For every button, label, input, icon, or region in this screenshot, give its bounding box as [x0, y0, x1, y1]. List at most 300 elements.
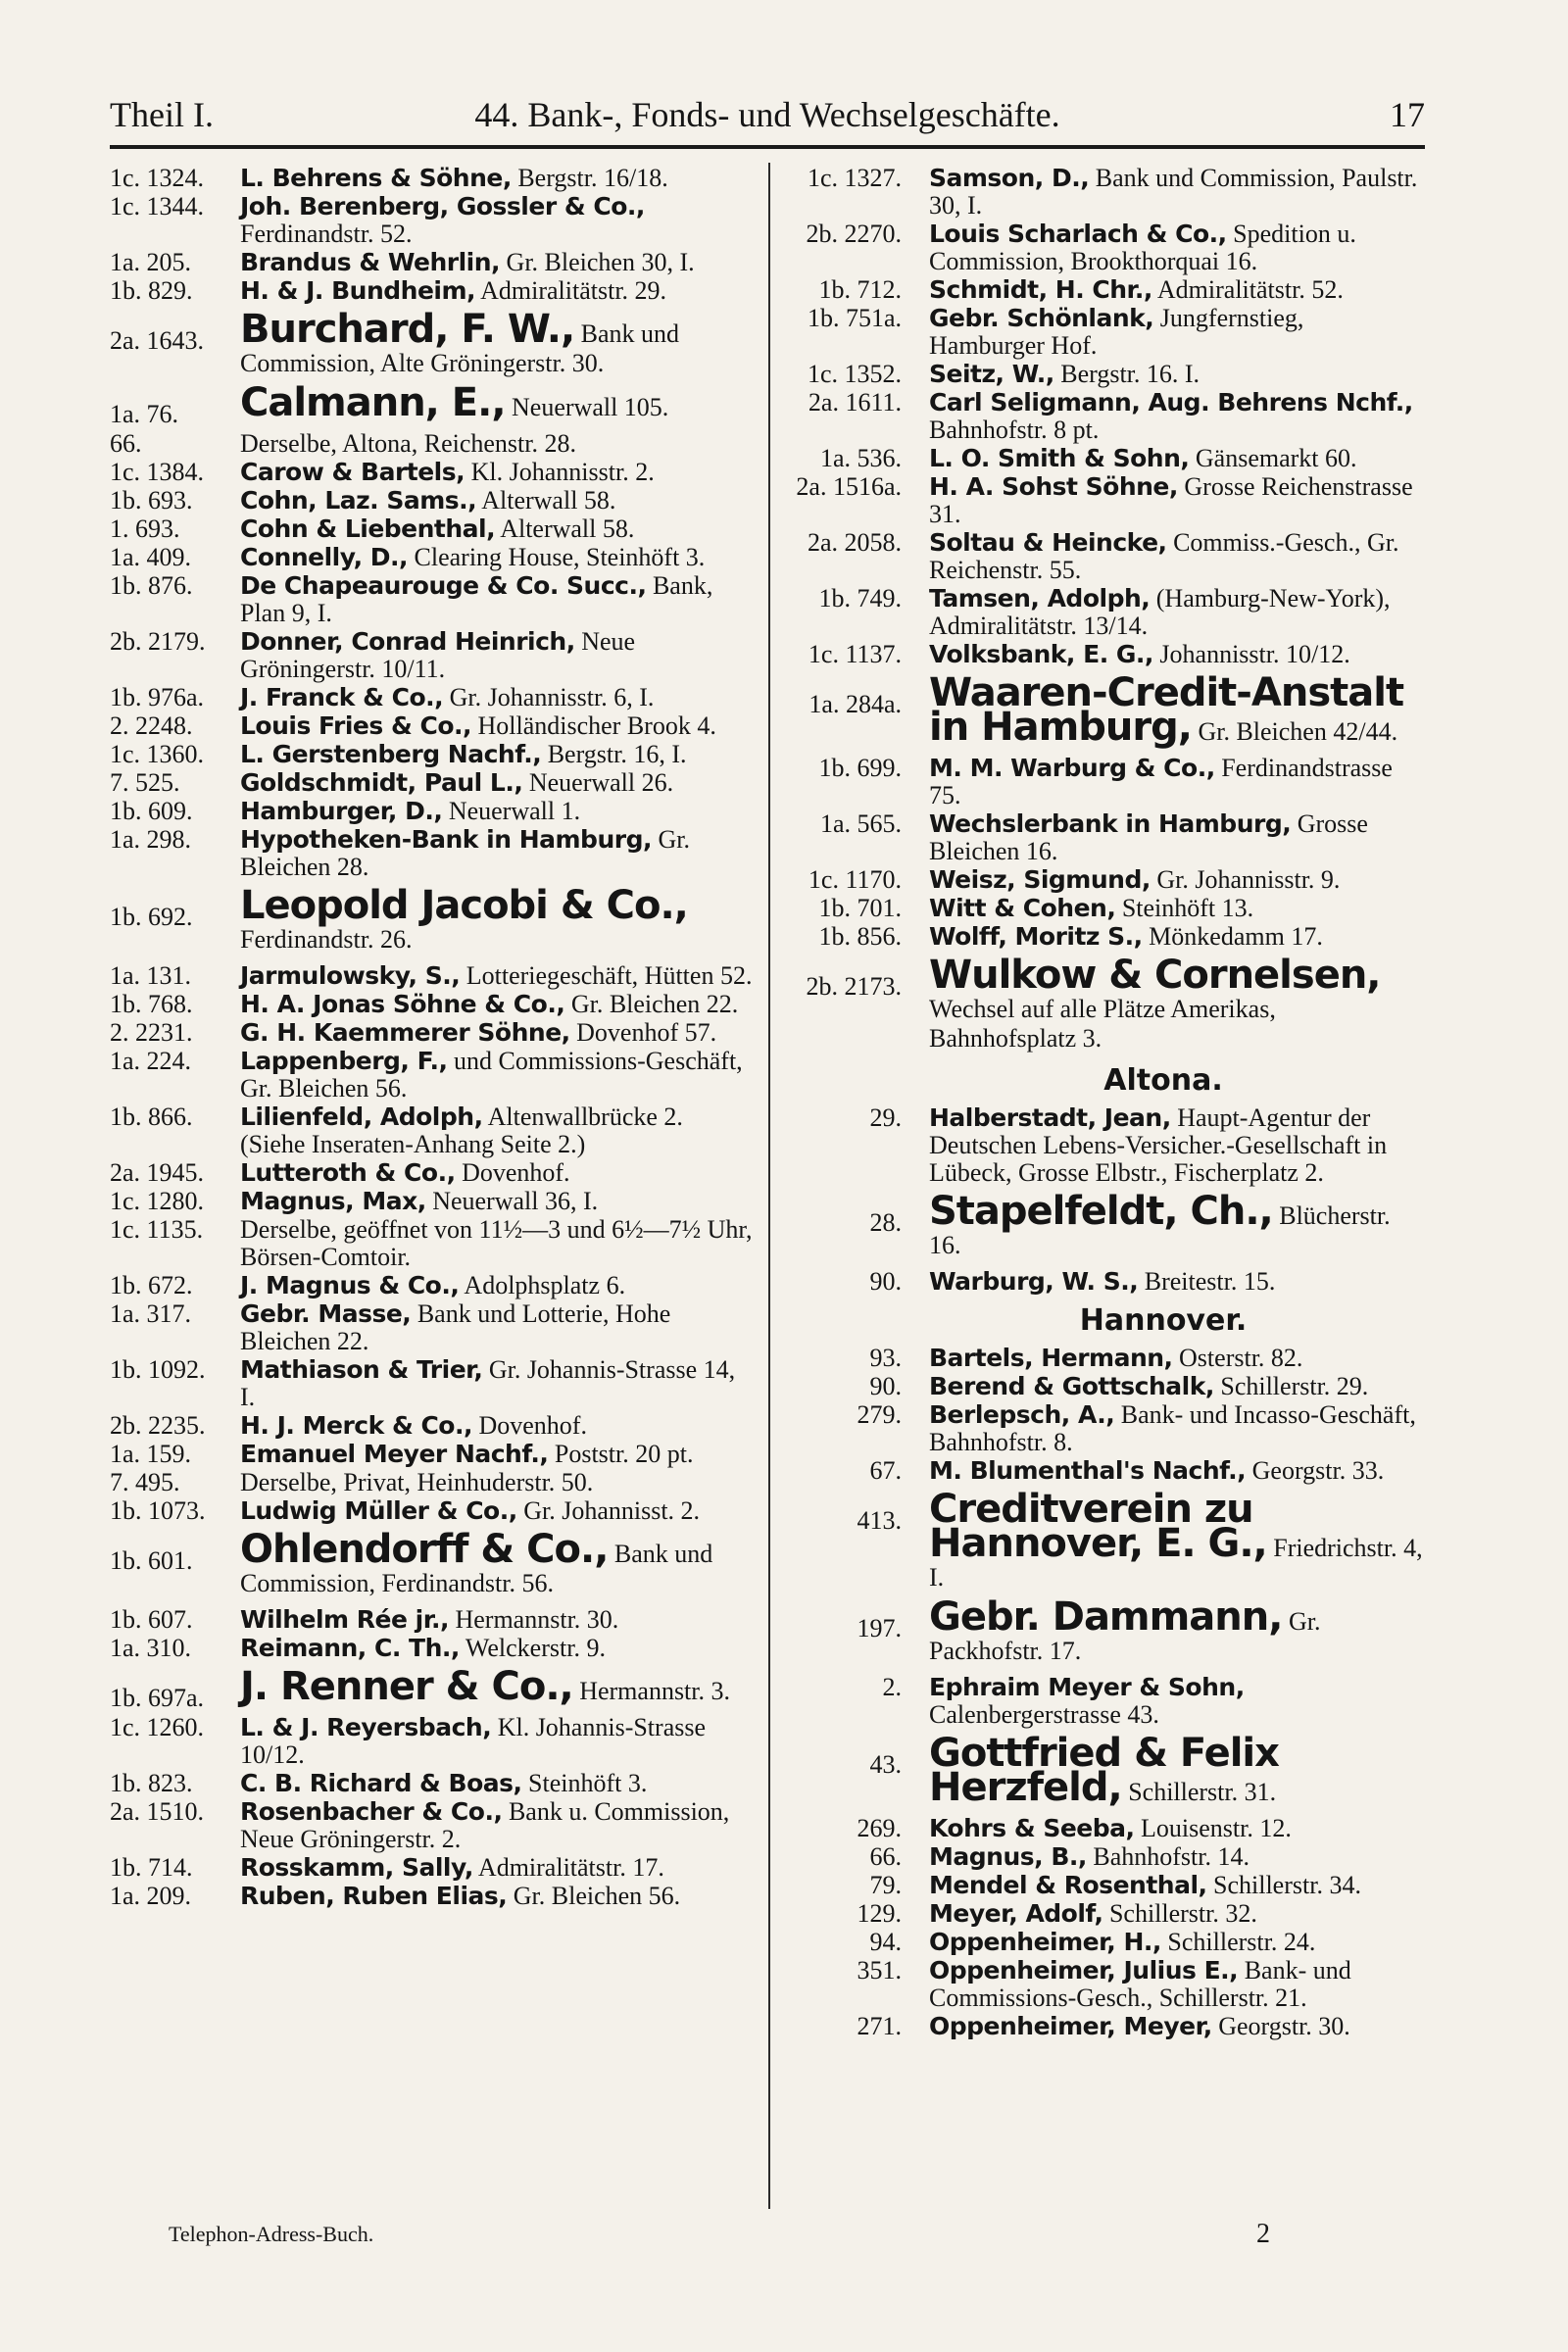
telephone-number: 1a. 131.: [110, 961, 192, 990]
entry-details: Welckerstr. 9.: [459, 1634, 606, 1662]
entry-details: Gr. Bleichen 28.: [240, 825, 690, 881]
firm-name: Magnus, Max,: [240, 1187, 426, 1215]
entry-details: Johannisstr. 10/12.: [1152, 640, 1350, 668]
firm-name: Rosskamm, Sally,: [240, 1853, 473, 1882]
firm-name: Gottfried & Felix Herzfeld,: [929, 1731, 1279, 1810]
entry-details: Bank und Commission, Alte Gröningerstr. 30.: [240, 319, 680, 377]
directory-entry: [110, 1356, 753, 1411]
firm-name: Waaren-Credit-Anstalt in Hamburg,: [929, 670, 1404, 750]
altona-list: [784, 1104, 1425, 1296]
entry-details: Gr. Bleichen 42/44.: [1191, 717, 1398, 746]
firm-name: J. Franck & Co.,: [240, 683, 444, 711]
telephone-number: 2a. 2058.: [807, 528, 902, 557]
directory-entry: [110, 1854, 753, 1882]
entry-details: Grosse Bleichen 16.: [929, 809, 1368, 865]
telephone-number: 1c. 1327.: [807, 165, 902, 192]
firm-name: M. M. Warburg & Co.,: [929, 754, 1215, 782]
entry-details: Altenwallbrücke 2. (Siehe Inseraten-Anhang Seite 2.): [240, 1102, 683, 1158]
directory-entry: [110, 1714, 753, 1769]
firm-name: Cohn & Liebenthal,: [240, 514, 496, 543]
firm-name: Brandus & Wehrlin,: [240, 248, 501, 276]
directory-entry: [110, 1469, 753, 1496]
firm-name: Gebr. Schönlank,: [929, 304, 1154, 332]
firm-name: L. Behrens & Söhne,: [240, 165, 512, 192]
telephone-number: 43.: [869, 1750, 902, 1779]
entry-details: Poststr. 20 pt.: [548, 1440, 694, 1468]
directory-entry: [110, 515, 753, 543]
firm-name: Carow & Bartels,: [240, 458, 466, 486]
telephone-number: 90.: [869, 1267, 902, 1296]
firm-name: M. Blumenthal's Nachf.,: [929, 1456, 1247, 1485]
directory-entry: [110, 544, 753, 571]
directory-entry: [784, 923, 1425, 951]
directory-entry: [110, 962, 753, 990]
telephone-number: 29.: [869, 1103, 902, 1132]
directory-entry: [784, 1487, 1425, 1592]
firm-name: Kohrs & Seeba,: [929, 1814, 1135, 1842]
footer-title: Telephon-Adress-Buch.: [169, 2222, 374, 2246]
telephone-number: 1b. 672.: [110, 1271, 193, 1299]
directory-entry: [110, 1019, 753, 1047]
telephone-number: 1b. 697a.: [110, 1684, 205, 1712]
telephone-number: 1a. 310.: [110, 1634, 192, 1662]
firm-name: Witt & Cohen,: [929, 894, 1116, 922]
firm-name: Seitz, W.,: [929, 360, 1054, 388]
entry-details: Wechsel auf alle Plätze Amerikas, Bahnhofsplatz 3.: [929, 995, 1276, 1053]
telephone-number: 269.: [857, 1814, 902, 1842]
directory-entry: [784, 953, 1425, 1054]
firm-name: Joh. Berenberg, Gossler & Co.,: [240, 192, 645, 220]
entry-details: Kl. Johannisstr. 2.: [465, 458, 655, 486]
directory-entry: [110, 1103, 753, 1158]
entry-details: (Hamburg-New-York), Admiralitätstr. 13/14.: [929, 584, 1391, 640]
directory-entry: [110, 572, 753, 627]
entry-details: Admiralitätstr. 52.: [1152, 275, 1344, 304]
entry-details: Blücherstr. 16.: [929, 1201, 1391, 1259]
firm-name: Donner, Conrad Heinrich,: [240, 627, 575, 656]
directory-entry: [110, 165, 753, 192]
directory-entry: [110, 193, 753, 248]
entry-details: Admiralitätstr. 17.: [472, 1853, 664, 1882]
entry-details: Gr. Johannis-Strasse 14, I.: [240, 1355, 736, 1411]
entry-details: Mönkedamm 17.: [1142, 922, 1323, 951]
entry-details: Gr. Bleichen 56.: [507, 1882, 681, 1910]
firm-name: Jarmulowsky, S.,: [240, 961, 461, 990]
telephone-number: 2. 2248.: [110, 711, 193, 740]
entry-details: Schillerstr. 34.: [1206, 1871, 1361, 1899]
telephone-number: 351.: [857, 1956, 902, 1984]
entry-details: Jungfernstieg, Hamburger Hof.: [929, 304, 1304, 360]
entry-details: Gr. Johannisstr. 6, I.: [443, 683, 655, 711]
firm-name: Berend & Gottschalk,: [929, 1372, 1214, 1400]
firm-name: Volksbank, E. G.,: [929, 640, 1153, 668]
entry-details: Steinhöft 13.: [1115, 894, 1254, 922]
entry-details: Osterstr. 82.: [1172, 1344, 1303, 1372]
directory-entry: [784, 361, 1425, 388]
telephone-number: 2b. 2235.: [110, 1411, 206, 1440]
telephone-number: 1b. 749.: [818, 584, 902, 612]
directory-entry: [784, 1189, 1425, 1260]
telephone-number: 1b. 712.: [818, 275, 902, 304]
directory-entry: [784, 1268, 1425, 1296]
directory-entry: [110, 249, 753, 276]
page-footer: [169, 2215, 1345, 2254]
directory-entry: [784, 473, 1425, 528]
telephone-number: 1a. 317.: [110, 1299, 192, 1328]
telephone-number: 1b. 866.: [110, 1102, 193, 1131]
entry-details: Bank- und Commissions-Gesch., Schillerstr. 21.: [929, 1956, 1351, 2012]
telephone-number: 28.: [869, 1208, 902, 1237]
entry-details: Neuerwall 105.: [505, 393, 669, 421]
directory-entry: [784, 641, 1425, 668]
telephone-number: 2a. 1643.: [110, 326, 205, 355]
entry-details: Georgstr. 30.: [1211, 2012, 1350, 2040]
telephone-number: 1a. 159.: [110, 1440, 192, 1468]
directory-entry: [110, 1527, 753, 1598]
telephone-number: 94.: [869, 1928, 902, 1956]
telephone-number: 1a. 205.: [110, 248, 192, 276]
directory-entry: [110, 712, 753, 740]
page-number: 17: [1390, 95, 1425, 134]
entry-details: Alterwall 58.: [495, 514, 635, 543]
telephone-number: 1a. 565.: [819, 809, 902, 838]
telephone-number: 2.: [882, 1673, 902, 1701]
entry-details: Commiss.-Gesch., Gr. Reichenstr. 55.: [929, 528, 1399, 584]
telephone-number: 1c. 1137.: [808, 640, 902, 668]
firm-name: Louis Fries & Co.,: [240, 711, 471, 740]
firm-name: Goldschmidt, Paul L.,: [240, 768, 523, 797]
telephone-number: 1c. 1344.: [110, 192, 205, 220]
directory-entry: [784, 810, 1425, 865]
firm-name: Oppenheimer, Julius E.,: [929, 1956, 1239, 1984]
entry-details: Ferdinandstr. 26.: [240, 925, 413, 954]
firm-name: C. B. Richard & Boas,: [240, 1769, 522, 1797]
telephone-number: 1a. 536.: [819, 444, 902, 472]
entry-details: Breitestr. 15.: [1138, 1267, 1276, 1296]
telephone-number: 93.: [869, 1344, 902, 1372]
firm-name: Mathiason & Trier,: [240, 1355, 483, 1384]
entry-details: Spedition u. Commission, Brookthorquai 16.: [929, 220, 1356, 275]
firm-name: Schmidt, H. Chr.,: [929, 275, 1152, 304]
telephone-number: 1b. 699.: [818, 754, 902, 782]
directory-entry: [110, 1664, 753, 1712]
firm-name: Oppenheimer, Meyer,: [929, 2012, 1212, 2040]
directory-entry: [110, 1606, 753, 1634]
entry-details: Grosse Reichenstrasse 31.: [929, 472, 1413, 528]
directory-entry: [110, 487, 753, 514]
firm-name: Creditverein zu Hannover, E. G.,: [929, 1487, 1267, 1566]
firm-name: Meyer, Adolf,: [929, 1899, 1103, 1928]
entry-details: Steinhöft 3.: [521, 1769, 648, 1797]
directory-entry: [110, 798, 753, 825]
entry-details: Gr. Packhofstr. 17.: [929, 1607, 1321, 1665]
entry-details: Schillerstr. 32.: [1102, 1899, 1257, 1928]
directory-entry: [110, 1883, 753, 1910]
directory-entry: [784, 1104, 1425, 1187]
directory-entry: [784, 1843, 1425, 1871]
firm-name: Leopold Jacobi & Co.,: [240, 883, 688, 928]
telephone-number: 2b. 2173.: [806, 972, 902, 1001]
entry-details: Gr. Bleichen 22.: [564, 990, 739, 1018]
telephone-number: 1c. 1280.: [110, 1187, 205, 1215]
entry-details: Alterwall 58.: [476, 486, 616, 514]
firm-name: Soltau & Heincke,: [929, 528, 1167, 557]
telephone-number: 1b. 768.: [110, 990, 193, 1018]
telephone-number: 7. 525.: [110, 768, 180, 797]
telephone-number: 129.: [857, 1899, 902, 1928]
firm-name: Lilienfeld, Adolph,: [240, 1102, 483, 1131]
telephone-number: 1b. 607.: [110, 1605, 193, 1634]
directory-entry: [110, 1216, 753, 1271]
directory-entry: [784, 895, 1425, 922]
directory-entry: [784, 276, 1425, 304]
right-column: [784, 165, 1425, 2213]
directory-entry: [784, 1872, 1425, 1899]
firm-name: Cohn, Laz. Sams.,: [240, 486, 477, 514]
firm-name: Lappenberg, F.,: [240, 1047, 448, 1075]
directory-entry: [784, 305, 1425, 360]
entry-details: Derselbe, Privat, Heinhuderstr. 50.: [240, 1468, 594, 1496]
directory-entry: [110, 1159, 753, 1187]
telephone-number: 1b. 1073.: [110, 1496, 206, 1525]
telephone-number: 1. 693.: [110, 514, 180, 543]
telephone-number: 1c. 1360.: [110, 740, 205, 768]
telephone-number: 1a. 409.: [110, 543, 192, 571]
entry-details: Kl. Johannis-Strasse 10/12.: [240, 1713, 707, 1769]
entry-details: Schillerstr. 31.: [1121, 1778, 1277, 1806]
entry-details: Bergstr. 16. I.: [1054, 360, 1200, 388]
telephone-number: 1b. 751a.: [807, 304, 902, 332]
firm-name: J. Renner & Co.,: [240, 1664, 573, 1709]
directory-entry: [784, 1401, 1425, 1456]
telephone-number: 1a. 76.: [110, 400, 179, 428]
firm-name: Hamburger, D.,: [240, 797, 443, 825]
firm-name: Samson, D.,: [929, 165, 1090, 192]
directory-entry: [784, 1674, 1425, 1729]
directory-entry: [784, 1345, 1425, 1372]
firm-name: L. Gerstenberg Nachf.,: [240, 740, 542, 768]
entry-details: Derselbe, geöffnet von 11½—3 und 6½—7½ Uhr, Börsen-Comtoir.: [240, 1215, 753, 1271]
telephone-number: 1b. 714.: [110, 1853, 193, 1882]
directory-entry: [784, 220, 1425, 275]
telephone-number: 197.: [857, 1614, 902, 1642]
entry-details: Louisenstr. 12.: [1134, 1814, 1292, 1842]
directory-entry: [110, 741, 753, 768]
entry-details: Holländischer Brook 4.: [471, 711, 716, 740]
telephone-number: 1a. 224.: [110, 1047, 192, 1075]
page-header: [110, 90, 1425, 139]
directory-entry: [110, 1412, 753, 1440]
entry-details: Ferdinandstrasse 75.: [929, 754, 1393, 809]
entry-details: Bank und Commission, Ferdinandstr. 56.: [240, 1540, 713, 1597]
telephone-number: 7. 495.: [110, 1468, 180, 1496]
directory-entry: [110, 991, 753, 1018]
directory-entry: [110, 1300, 753, 1355]
telephone-number: 1b. 601.: [110, 1546, 193, 1575]
directory-entry: [110, 1441, 753, 1468]
directory-entry: [784, 389, 1425, 444]
firm-name: L. & J. Reyersbach,: [240, 1713, 492, 1741]
firm-name: Bartels, Hermann,: [929, 1344, 1173, 1372]
directory-entry: [110, 628, 753, 683]
directory-entry: [110, 826, 753, 881]
entry-details: Neuerwall 26.: [522, 768, 674, 797]
telephone-number: 1c. 1170.: [808, 865, 902, 894]
telephone-number: 66.: [110, 429, 142, 458]
directory-entry: [784, 1957, 1425, 2012]
firm-name: Burchard, F. W.,: [240, 307, 575, 352]
directory-entry: [784, 1815, 1425, 1842]
entry-details: Gr. Johannisst. 2.: [516, 1496, 701, 1525]
firm-name: Gebr. Dammann,: [929, 1594, 1283, 1640]
firm-name: Gebr. Masse,: [240, 1299, 412, 1328]
firm-name: Wilhelm Rée jr.,: [240, 1605, 449, 1634]
telephone-number: 2b. 2270.: [806, 220, 902, 248]
firm-name: Oppenheimer, H.,: [929, 1928, 1161, 1956]
directory-entry: [784, 445, 1425, 472]
directory-entry: [110, 1497, 753, 1525]
directory-entry: [110, 1770, 753, 1797]
entry-details: Gr. Johannisstr. 9.: [1150, 865, 1341, 894]
directory-entry: [110, 1188, 753, 1215]
firm-name: Wechslerbank in Hamburg,: [929, 809, 1292, 838]
telephone-number: 2a. 1516a.: [796, 472, 902, 501]
firm-name: Emanuel Meyer Nachf.,: [240, 1440, 549, 1468]
entry-details: Gänsemarkt 60.: [1189, 444, 1357, 472]
telephone-number: 66.: [869, 1842, 902, 1871]
directory-entry: [110, 769, 753, 797]
firm-name: Ruben, Ruben Elias,: [240, 1882, 508, 1910]
section-heading-altona: Altona.: [1103, 1063, 1223, 1098]
firm-name: Magnus, B.,: [929, 1842, 1087, 1871]
entry-details: Bergstr. 16, I.: [541, 740, 687, 768]
column-divider: [768, 163, 770, 2209]
telephone-number: 2a. 1945.: [110, 1158, 205, 1187]
firm-name: J. Magnus & Co.,: [240, 1271, 460, 1299]
header-rule: [110, 145, 1425, 149]
telephone-number: 2a. 1611.: [808, 388, 902, 416]
entry-details: Admiralitätstr. 29.: [475, 276, 667, 305]
firm-name: H. & J. Bundheim,: [240, 276, 476, 305]
telephone-number: 1a. 284a.: [808, 690, 902, 718]
firm-name: Warburg, W. S.,: [929, 1267, 1139, 1296]
directory-entry: [784, 670, 1425, 750]
entry-details: Schillerstr. 24.: [1160, 1928, 1316, 1956]
telephone-number: 1c. 1324.: [110, 165, 205, 192]
part-label: Theil I.: [110, 95, 214, 134]
firm-name: De Chapeaurouge & Co. Succ.,: [240, 571, 647, 600]
signature-mark: 2: [1256, 2219, 1270, 2249]
entry-details: und Commissions-Geschäft, Gr. Bleichen 56.: [240, 1047, 743, 1102]
telephone-number: 1b. 701.: [818, 894, 902, 922]
firm-name: H. A. Jonas Söhne & Co.,: [240, 990, 565, 1018]
directory-entry: [784, 585, 1425, 640]
directory-entry: [784, 1457, 1425, 1485]
telephone-number: 67.: [869, 1456, 902, 1485]
firm-name: Wolff, Moritz S.,: [929, 922, 1143, 951]
entry-details: Dovenhof.: [455, 1158, 570, 1187]
firm-name: Mendel & Rosenthal,: [929, 1871, 1207, 1899]
directory-entry: [784, 529, 1425, 584]
directory-entry: [110, 430, 753, 458]
entry-details: Dovenhof 57.: [569, 1018, 717, 1047]
directory-entry: [110, 1798, 753, 1853]
telephone-number: 1b. 856.: [818, 922, 902, 951]
section-title: 44. Bank-, Fonds- und Wechselgeschäfte.: [474, 95, 1060, 134]
entry-details: Bahnhofstr. 14.: [1086, 1842, 1250, 1871]
directory-entry: [784, 1731, 1425, 1810]
entry-details: Neuerwall 1.: [442, 797, 581, 825]
entry-details: Bank, Plan 9, I.: [240, 571, 713, 627]
telephone-number: 1a. 298.: [110, 825, 192, 854]
entry-details: Haupt-Agentur der Deutschen Lebens-Versicher.-Gesellschaft in Lübeck, Grosse Elbstr., Fischerplatz 2.: [929, 1103, 1388, 1187]
entry-details: Gr. Bleichen 30, I.: [500, 248, 695, 276]
entry-details: Dovenhof.: [471, 1411, 587, 1440]
telephone-number: 1c. 1384.: [110, 458, 205, 486]
directory-entry: [784, 755, 1425, 809]
firm-name: H. J. Merck & Co.,: [240, 1411, 472, 1440]
firm-name: Halberstadt, Jean,: [929, 1103, 1171, 1132]
entry-details: Adolphsplatz 6.: [459, 1271, 626, 1299]
directory-entry: [110, 307, 753, 378]
telephone-number: 2. 2231.: [110, 1018, 193, 1047]
firm-name: Ohlendorff & Co.,: [240, 1527, 609, 1572]
firm-name: Ephraim Meyer & Sohn,: [929, 1673, 1245, 1701]
entry-details: Neuerwall 36, I.: [425, 1187, 599, 1215]
directory-entry: [784, 2013, 1425, 2040]
telephone-number: 90.: [869, 1372, 902, 1400]
entry-details: Ferdinandstr. 52.: [240, 220, 413, 248]
firm-name: Louis Scharlach & Co.,: [929, 220, 1227, 248]
firm-name: Stapelfeldt, Ch.,: [929, 1189, 1273, 1234]
firm-name: Carl Seligmann, Aug. Behrens Nchf.,: [929, 388, 1413, 416]
entry-details: Bahnhofstr. 8 pt.: [929, 416, 1100, 444]
telephone-number: 279.: [857, 1400, 902, 1429]
telephone-number: 1b. 976a.: [110, 683, 205, 711]
entry-details: Bank u. Commission, Neue Gröningerstr. 2.: [240, 1797, 730, 1853]
entry-details: Schillerstr. 29.: [1213, 1372, 1369, 1400]
directory-entry: [110, 684, 753, 711]
firm-name: Rosenbacher & Co.,: [240, 1797, 503, 1826]
entry-details: Friedrichstr. 4, I.: [929, 1534, 1423, 1592]
firm-name: H. A. Sohst Söhne,: [929, 472, 1178, 501]
directory-entry: [784, 1373, 1425, 1400]
directory-entry: [784, 1929, 1425, 1956]
telephone-number: 1c. 1352.: [807, 360, 902, 388]
telephone-number: 271.: [857, 2012, 902, 2040]
firm-name: Berlepsch, A.,: [929, 1400, 1115, 1429]
firm-name: L. O. Smith & Sohn,: [929, 444, 1190, 472]
entry-details: Hermannstr. 3.: [572, 1677, 731, 1705]
entry-details: Calenbergerstrasse 43.: [929, 1700, 1159, 1729]
entry-details: Neue Gröningerstr. 10/11.: [240, 627, 636, 683]
section-heading-hannover: Hannover.: [1079, 1303, 1248, 1338]
firm-name: Calmann, E.,: [240, 380, 506, 425]
telephone-number: 1b. 823.: [110, 1769, 193, 1797]
firm-name: Reimann, C. Th.,: [240, 1634, 460, 1662]
directory-entry: [110, 883, 753, 955]
entry-details: Bank und Lotterie, Hohe Bleichen 22.: [240, 1299, 671, 1355]
telephone-number: 1a. 209.: [110, 1882, 192, 1910]
telephone-number: 1b. 1092.: [110, 1355, 206, 1384]
firm-name: Wulkow & Cornelsen,: [929, 953, 1381, 998]
telephone-number: 1b. 609.: [110, 797, 193, 825]
telephone-number: 1b. 693.: [110, 486, 193, 514]
telephone-number: 2a. 1510.: [110, 1797, 205, 1826]
directory-entry: [110, 1635, 753, 1662]
entry-details: Bergstr. 16/18.: [511, 165, 668, 192]
telephone-number: 79.: [869, 1871, 902, 1899]
